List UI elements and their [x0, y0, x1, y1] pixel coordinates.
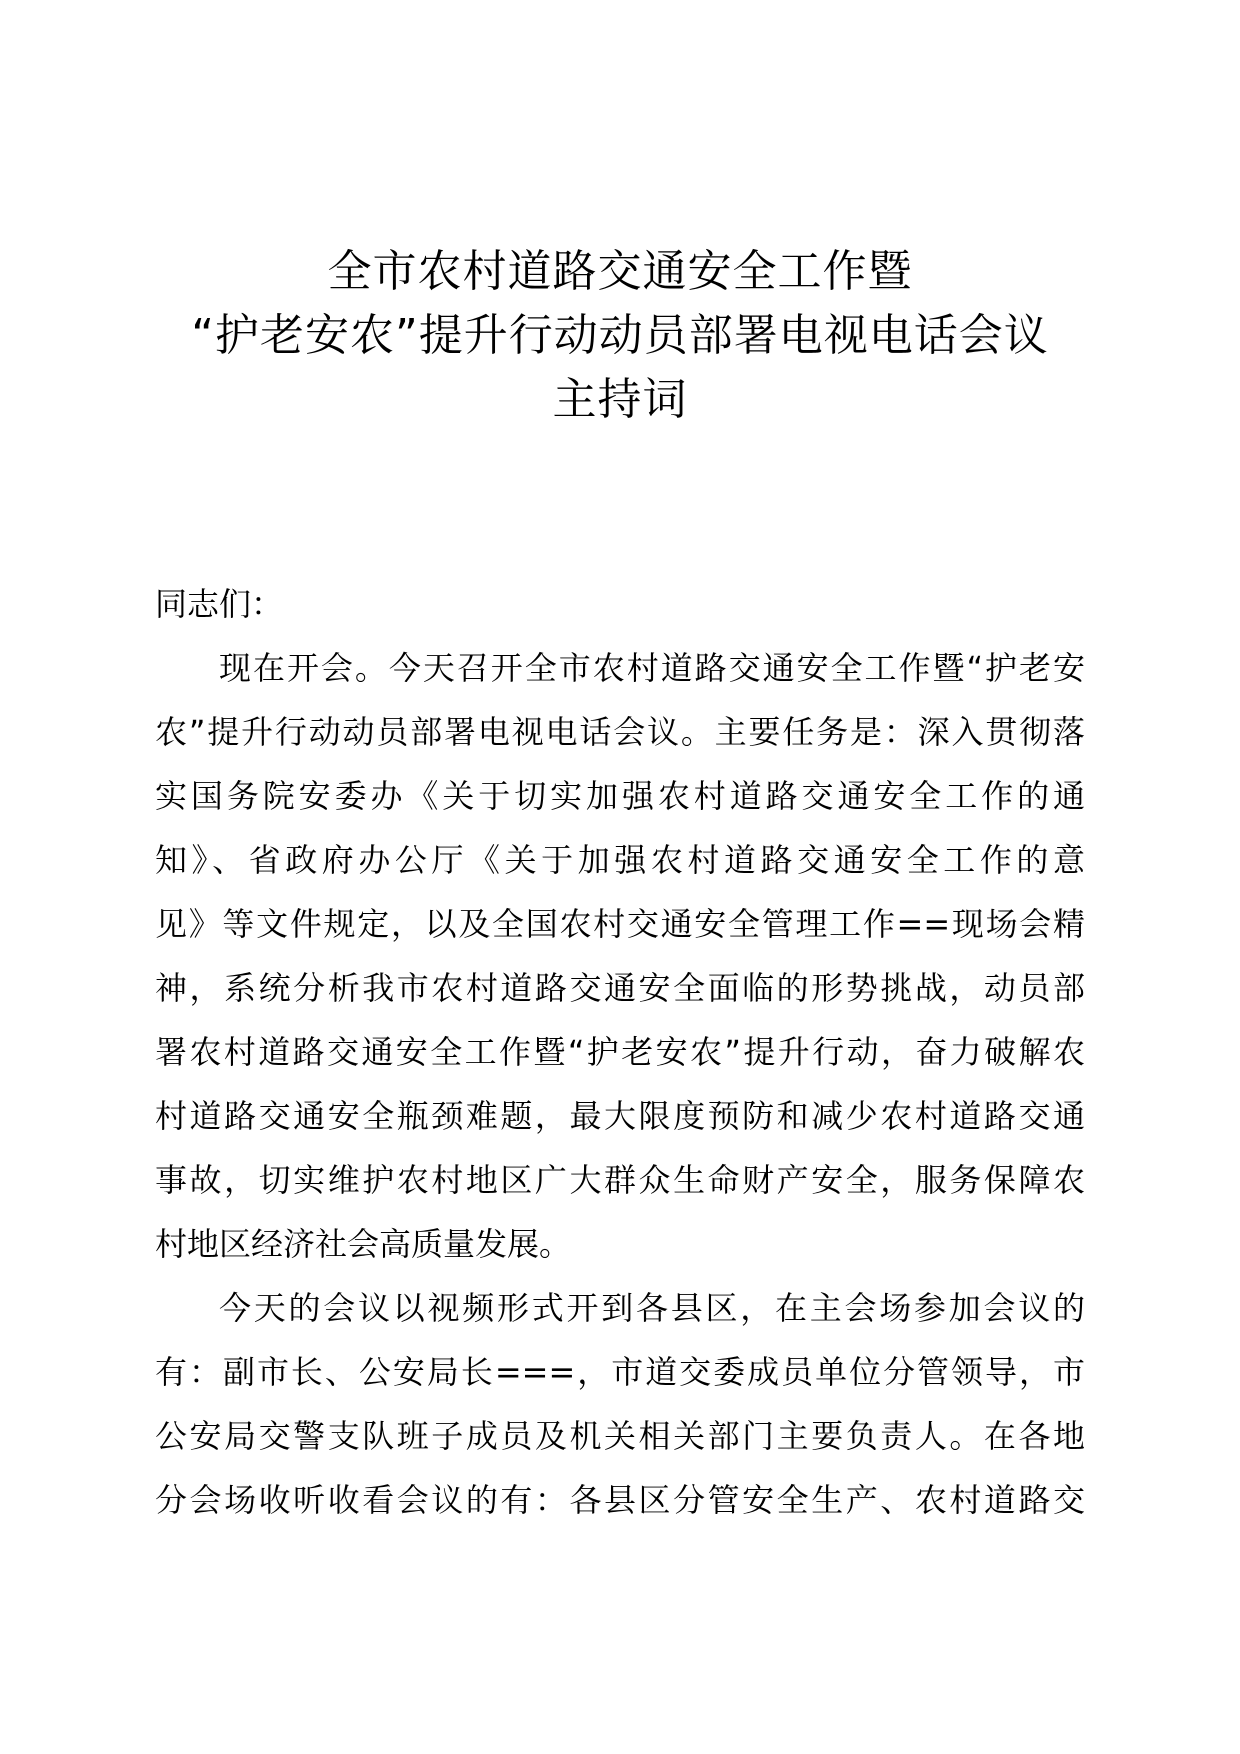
- salutation: 同志们：: [155, 585, 284, 623]
- paragraph-line: 见》等文件规定，以及全国农村交通安全管理工作==现场会精: [155, 905, 1085, 943]
- paragraph-attendees: [155, 1276, 1085, 1532]
- paragraph-line: 知》、省政府办公厅《关于加强农村道路交通安全工作的意: [155, 841, 1085, 879]
- paragraph-line: 今天的会议以视频形式开到各县区，在主会场参加会议的: [219, 1289, 1085, 1327]
- paragraph-line: 神，系统分析我市农村道路交通安全面临的形势挑战，动员部: [155, 969, 1085, 1007]
- paragraph-line: 公安局交警支队班子成员及机关相关部门主要负责人。在各地: [155, 1417, 1085, 1455]
- document-title: [120, 240, 1120, 432]
- title-line-3: 主持词: [552, 374, 688, 425]
- document-body: [155, 572, 1085, 1532]
- title-line-2: “护老安农”提升行动动员部署电视电话会议: [191, 310, 1049, 361]
- paragraph-line: 实国务院安委办《关于切实加强农村道路交通安全工作的通: [155, 777, 1085, 815]
- paragraph-opening: [155, 636, 1085, 1276]
- paragraph-line: 村道路交通安全瓶颈难题，最大限度预防和减少农村道路交通: [155, 1097, 1085, 1135]
- title-line-1: 全市农村道路交通安全工作暨: [327, 246, 913, 297]
- paragraph-line: 村地区经济社会高质量发展。: [155, 1225, 572, 1263]
- paragraph-line: 有：副市长、公安局长===，市道交委成员单位分管领导，市: [155, 1353, 1085, 1391]
- paragraph-line: 事故，切实维护农村地区广大群众生命财产安全，服务保障农: [155, 1161, 1085, 1199]
- paragraph-line: 分会场收听收看会议的有：各县区分管安全生产、农村道路交: [155, 1481, 1085, 1519]
- paragraph-line: 农”提升行动动员部署电视电话会议。主要任务是：深入贯彻落: [155, 713, 1085, 751]
- paragraph-line: 署农村道路交通安全工作暨“护老安农”提升行动，奋力破解农: [155, 1033, 1085, 1071]
- paragraph-line: 现在开会。今天召开全市农村道路交通安全工作暨“护老安: [219, 649, 1085, 687]
